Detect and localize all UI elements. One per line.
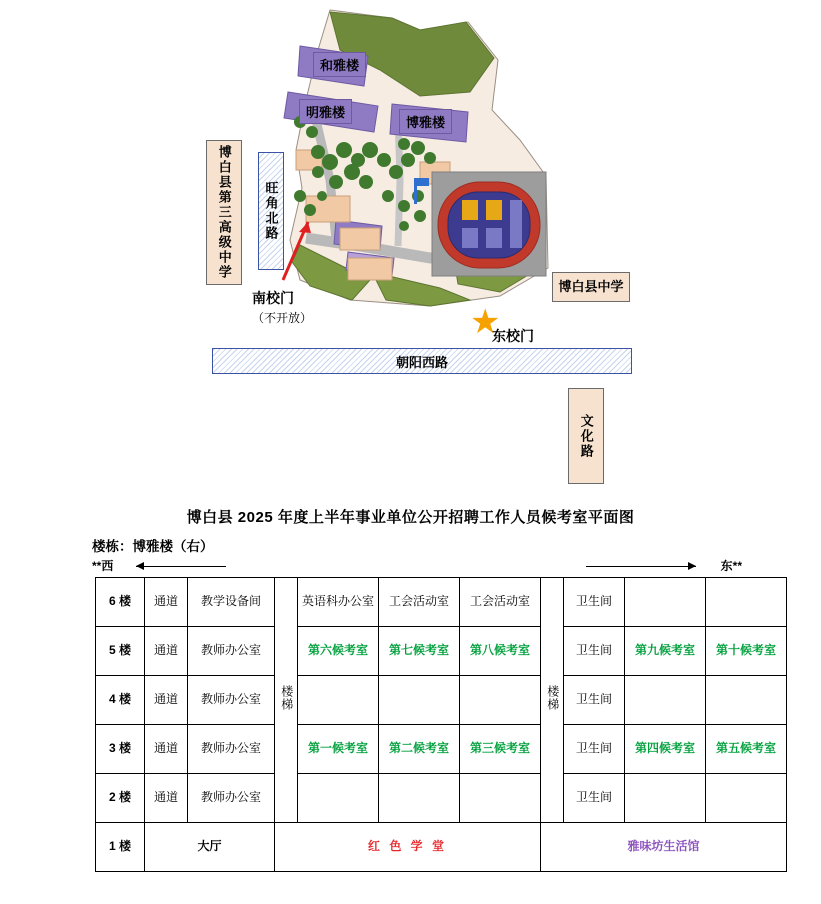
floor-label: 5 楼: [96, 627, 145, 676]
room-cell-2: 第七候考室: [379, 627, 460, 676]
room-cell-5: [706, 676, 787, 725]
exam-room-plan: [0, 500, 821, 872]
room-cell-5: 第五候考室: [706, 725, 787, 774]
label-south-gate-note: （不开放）: [252, 311, 313, 325]
restroom-cell: 卫生间: [564, 676, 625, 725]
west-arrow-line: [136, 566, 226, 567]
building-tag-boya: 博雅楼: [399, 109, 452, 134]
label-chaoyang-west-road: 朝阳西路: [212, 348, 632, 374]
label-east-gate: 东校门: [492, 328, 534, 344]
office-cell: 教师办公室: [188, 676, 275, 725]
room-cell-3: [460, 676, 541, 725]
restroom-cell: 卫生间: [564, 774, 625, 823]
office-cell: 教师办公室: [188, 725, 275, 774]
room-cell-2: [379, 774, 460, 823]
stair-east: 楼梯: [541, 578, 564, 823]
plan-title: 博白县 2025 年度上半年事业单位公开招聘工作人员候考室平面图: [186, 509, 635, 526]
room-cell-4: [625, 676, 706, 725]
passage-cell: 通道: [145, 578, 188, 627]
plan-subtitle: 楼栋：博雅楼（右）: [92, 539, 214, 554]
room-cell-5: [706, 578, 787, 627]
passage-cell: 通道: [145, 774, 188, 823]
floor-plan-table: [95, 577, 787, 872]
building-tag-mingya: 明雅楼: [299, 99, 352, 124]
label-bobai-middle-school: 博白县中学: [552, 272, 630, 302]
restroom-cell: 卫生间: [564, 725, 625, 774]
room-cell-1: [298, 774, 379, 823]
label-south-gate: 南校门: [252, 290, 294, 306]
table-row: [96, 774, 787, 823]
passage-cell: 通道: [145, 627, 188, 676]
office-cell: 教师办公室: [188, 627, 275, 676]
east-arrow-line: [586, 566, 696, 567]
room-cell-1: [298, 676, 379, 725]
room-cell-2: [379, 676, 460, 725]
room-cell-2: 工会活动室: [379, 578, 460, 627]
west-arrow-head: [136, 562, 144, 570]
life-hall-cell: 雅味坊生活馆: [541, 823, 787, 872]
room-cell-1: 英语科办公室: [298, 578, 379, 627]
room-cell-4: 第四候考室: [625, 725, 706, 774]
orientation-arrows: [92, 557, 742, 577]
room-cell-4: [625, 774, 706, 823]
table-row: [96, 725, 787, 774]
table-row-ground: [96, 823, 787, 872]
table-row: [96, 676, 787, 725]
room-cell-2: 第二候考室: [379, 725, 460, 774]
room-cell-4: 第九候考室: [625, 627, 706, 676]
floor-label: 3 楼: [96, 725, 145, 774]
table-row: [96, 578, 787, 627]
label-third-high-school: 博白县第三高级中学: [206, 140, 242, 285]
office-cell: 教师办公室: [188, 774, 275, 823]
room-cell-3: [460, 774, 541, 823]
room-cell-5: [706, 774, 787, 823]
building-tag-heya: 和雅楼: [313, 52, 366, 77]
west-label: **西: [92, 559, 114, 573]
room-cell-4: [625, 578, 706, 627]
passage-cell: 通道: [145, 676, 188, 725]
room-cell-3: 工会活动室: [460, 578, 541, 627]
restroom-cell: 卫生间: [564, 627, 625, 676]
office-cell: 教学设备间: [188, 578, 275, 627]
floor-label: 6 楼: [96, 578, 145, 627]
stair-west: 楼梯: [275, 578, 298, 823]
red-classroom-cell: 红 色 学 堂: [275, 823, 541, 872]
floor-label: 4 楼: [96, 676, 145, 725]
room-cell-1: 第六候考室: [298, 627, 379, 676]
floor-label: 1 楼: [96, 823, 145, 872]
star-marker: ★: [470, 303, 501, 341]
passage-cell: 通道: [145, 725, 188, 774]
floor-label: 2 楼: [96, 774, 145, 823]
table-row: [96, 627, 787, 676]
lobby-cell: 大厅: [145, 823, 275, 872]
room-cell-3: 第八候考室: [460, 627, 541, 676]
east-arrow-head: [688, 562, 696, 570]
restroom-cell: 卫生间: [564, 578, 625, 627]
room-cell-1: 第一候考室: [298, 725, 379, 774]
label-wangjiao-north-road: 旺角北路: [258, 152, 284, 270]
room-cell-5: 第十候考室: [706, 627, 787, 676]
room-cell-3: 第三候考室: [460, 725, 541, 774]
label-culture-road: 文化路: [568, 388, 604, 484]
east-label: 东**: [720, 559, 742, 573]
